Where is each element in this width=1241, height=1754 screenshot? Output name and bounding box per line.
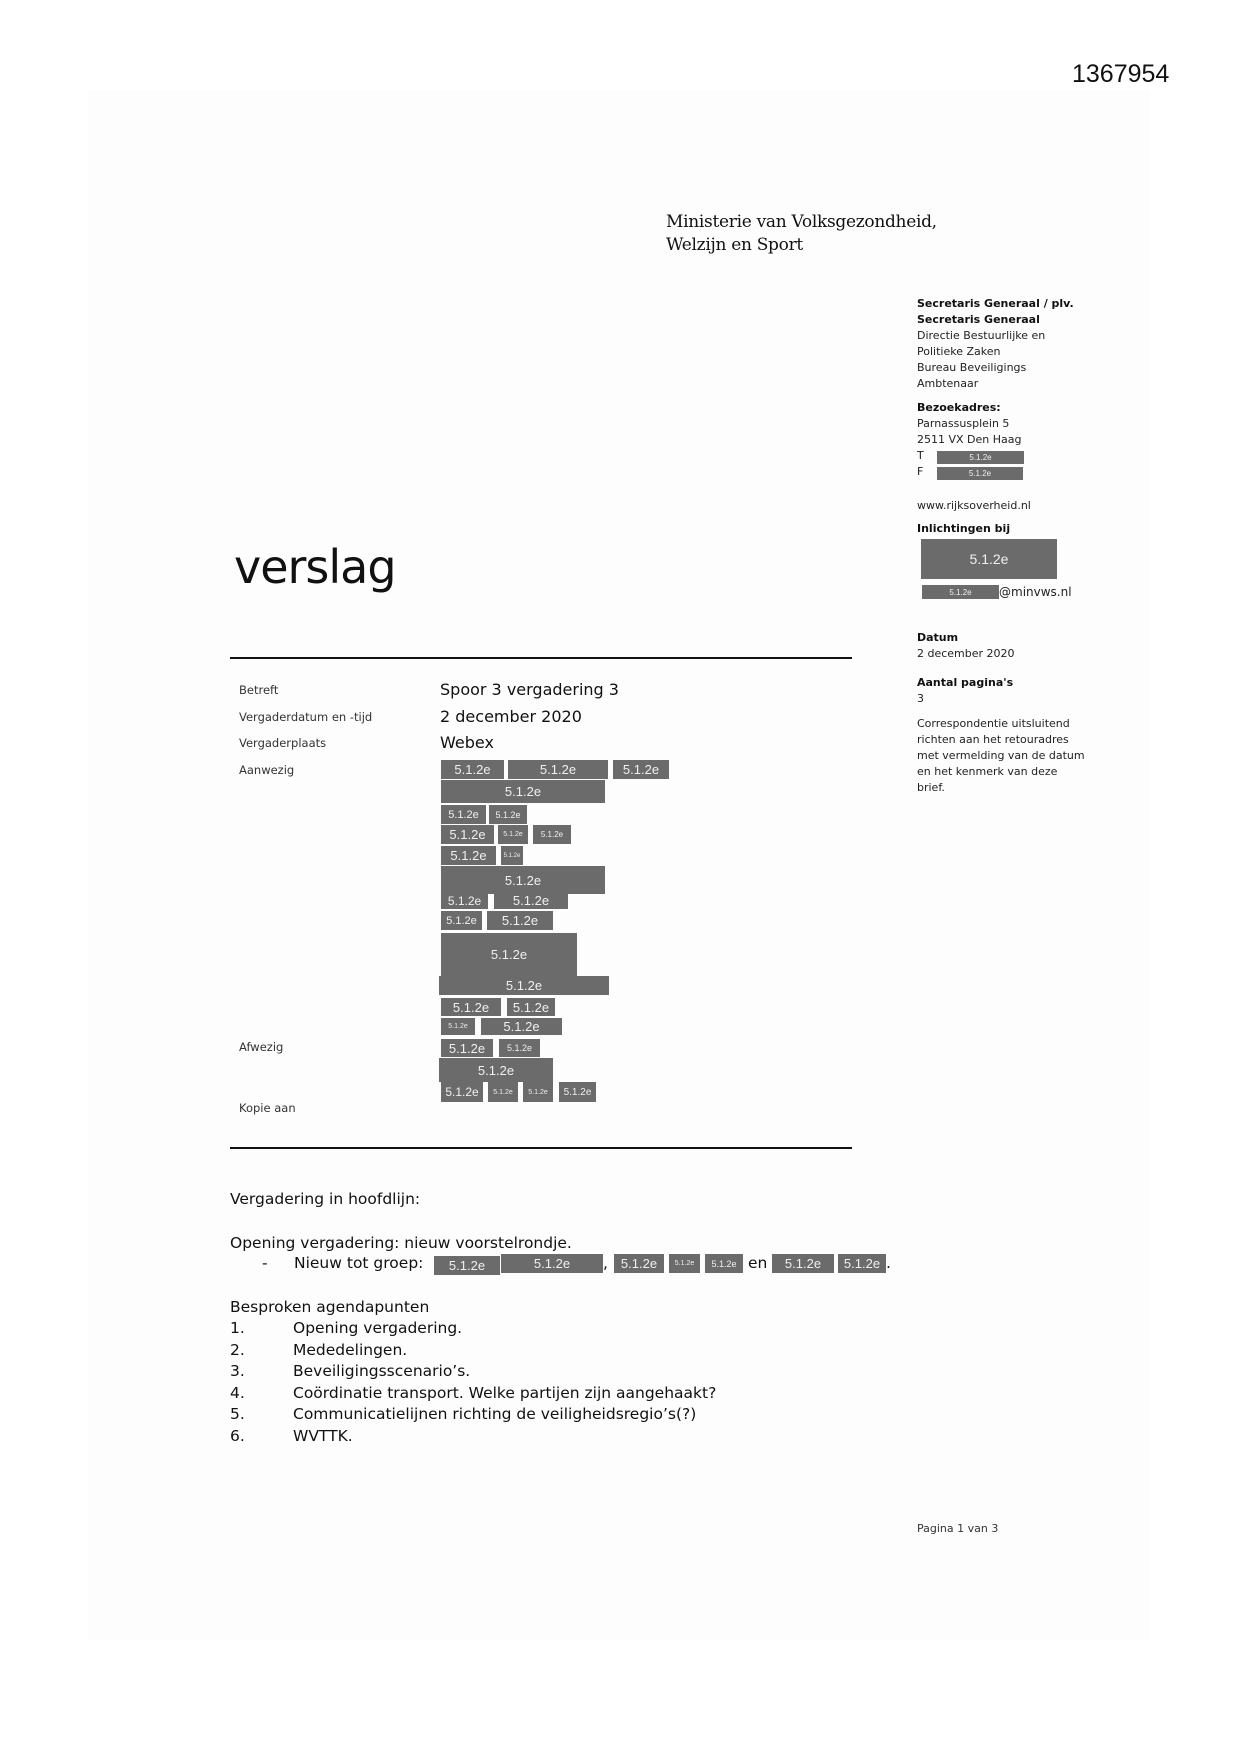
- redacted-email-user: 5.1.2e: [922, 585, 999, 599]
- place-label: Vergaderplaats: [239, 736, 327, 750]
- department-line-4: Politieke Zaken: [917, 345, 1001, 358]
- sidebar-pages: [917, 675, 1013, 707]
- agenda-item-number: 4.: [230, 1384, 245, 1402]
- email-domain: @minvws.nl: [999, 585, 1072, 599]
- department-line-5: Bureau Beveiligings: [917, 361, 1027, 374]
- redacted-new-member: 5.1.2e: [705, 1254, 743, 1273]
- redaction: 5.1.2e: [441, 892, 488, 909]
- redaction: 5.1.2e: [559, 1082, 596, 1102]
- agenda-item-number: 1.: [230, 1319, 245, 1337]
- agenda-heading: Besproken agendapunten: [230, 1298, 430, 1316]
- redaction: 5.1.2e: [494, 892, 568, 909]
- redaction: 5.1.2e: [441, 846, 496, 865]
- redacted-fax: 5.1.2e: [937, 467, 1023, 480]
- redaction: 5.1.2e: [439, 976, 609, 995]
- redaction: 5.1.2e: [498, 825, 528, 844]
- redaction: 5.1.2e: [441, 998, 501, 1016]
- datetime-value: 2 december 2020: [440, 707, 582, 726]
- pages-heading: Aantal pagina's: [917, 676, 1014, 689]
- agenda-item-text: Mededelingen.: [293, 1341, 408, 1359]
- redaction: 5.1.2e: [441, 866, 605, 894]
- redacted-new-member: 5.1.2e: [434, 1256, 500, 1275]
- redaction: 5.1.2e: [508, 760, 608, 779]
- redaction: 5.1.2e: [488, 1082, 518, 1102]
- redacted-new-member: 5.1.2e: [614, 1254, 664, 1273]
- department-line-6: Ambtenaar: [917, 377, 979, 390]
- notice-line-1: Correspondentie uitsluitend: [917, 717, 1070, 730]
- redaction: 5.1.2e: [481, 1018, 562, 1035]
- bullet-dash: -: [262, 1254, 268, 1272]
- redaction: 5.1.2e: [441, 805, 486, 824]
- visit-address-heading: Bezoekadres:: [917, 401, 1001, 414]
- agenda-item-text: WVTTK.: [293, 1427, 353, 1445]
- redaction: 5.1.2e: [441, 760, 504, 779]
- visit-address-city: 2511 VX Den Haag: [917, 433, 1022, 446]
- info-heading: Inlichtingen bij: [917, 522, 1011, 535]
- agenda-item-text: Opening vergadering.: [293, 1319, 463, 1337]
- notice-line-2: richten aan het retouradres: [917, 733, 1069, 746]
- redacted-new-member: 5.1.2e: [772, 1254, 834, 1273]
- redaction: 5.1.2e: [507, 998, 555, 1016]
- redaction: 5.1.2e: [613, 760, 669, 779]
- sidebar-date: [917, 630, 1015, 662]
- redacted-phone: 5.1.2e: [937, 451, 1024, 464]
- redaction: 5.1.2e: [489, 805, 527, 824]
- page-indicator: Pagina 1 van 3: [917, 1522, 999, 1535]
- bottom-divider: [230, 1147, 852, 1149]
- agenda-item-number: 2.: [230, 1341, 245, 1359]
- department-line-1: Secretaris Generaal / plv.: [917, 297, 1074, 310]
- period: .: [886, 1254, 891, 1272]
- redaction: 5.1.2e: [441, 911, 482, 930]
- pages-value: 3: [917, 692, 924, 705]
- agenda-item-number: 3.: [230, 1362, 245, 1380]
- redaction: 5.1.2e: [523, 1082, 553, 1102]
- correspondence-notice: [917, 716, 1085, 796]
- redacted-new-member: 5.1.2e: [501, 1254, 603, 1273]
- place-value: Webex: [440, 733, 494, 752]
- and-word: en: [748, 1254, 768, 1272]
- redaction: 5.1.2e: [441, 825, 494, 844]
- redaction: 5.1.2e: [439, 1058, 553, 1082]
- department-line-2: Secretaris Generaal: [917, 313, 1040, 326]
- redacted-contact-name: 5.1.2e: [921, 539, 1057, 579]
- document-number: 1367954: [1072, 60, 1170, 88]
- date-heading: Datum: [917, 631, 959, 644]
- comma: ,: [603, 1254, 608, 1272]
- redaction: 5.1.2e: [501, 846, 523, 865]
- agenda-item-text: Beveiligingsscenario’s.: [293, 1362, 471, 1380]
- ministry-line-1: Ministerie van Volksgezondheid,: [666, 212, 937, 232]
- department-line-3: Directie Bestuurlijke en: [917, 329, 1046, 342]
- notice-line-4: en het kenmerk van deze: [917, 765, 1058, 778]
- redaction: 5.1.2e: [441, 1039, 493, 1057]
- agenda-item-text: Coördinatie transport. Welke partijen zijn aangehaakt?: [293, 1384, 717, 1402]
- present-label: Aanwezig: [239, 763, 295, 777]
- redacted-new-member: 5.1.2e: [669, 1254, 700, 1273]
- document-title: verslag: [234, 540, 396, 594]
- fax-label: F: [917, 465, 924, 478]
- date-value: 2 december 2020: [917, 647, 1015, 660]
- datetime-label: Vergaderdatum en -tijd: [239, 710, 373, 724]
- redaction: 5.1.2e: [441, 1018, 475, 1035]
- redacted-new-member: 5.1.2e: [838, 1254, 886, 1273]
- summary-heading: Vergadering in hoofdlijn:: [230, 1190, 421, 1208]
- redaction: 5.1.2e: [441, 780, 605, 803]
- absent-label: Afwezig: [239, 1040, 284, 1054]
- opening-line: Opening vergadering: nieuw voorstelrondje.: [230, 1234, 572, 1252]
- notice-line-3: met vermelding van de datum: [917, 749, 1085, 762]
- ministry-line-2: Welzijn en Sport: [666, 235, 803, 255]
- subject-value: Spoor 3 vergadering 3: [440, 680, 619, 699]
- redaction: 5.1.2e: [441, 933, 577, 976]
- agenda-item-text: Communicatielijnen richting de veiligheidsregio’s(?): [293, 1405, 697, 1423]
- agenda-item-number: 5.: [230, 1405, 245, 1423]
- redaction: 5.1.2e: [441, 1082, 483, 1102]
- redaction: 5.1.2e: [499, 1039, 540, 1057]
- new-group-label: Nieuw tot groep:: [294, 1254, 424, 1272]
- visit-address-street: Parnassusplein 5: [917, 417, 1010, 430]
- subject-label: Betreft: [239, 683, 279, 697]
- ministry-logo-text: [666, 211, 937, 257]
- phone-label: T: [917, 449, 924, 462]
- redaction: 5.1.2e: [533, 825, 571, 844]
- sidebar-department: [917, 296, 1074, 392]
- redaction: 5.1.2e: [487, 911, 553, 930]
- agenda-item-number: 6.: [230, 1427, 245, 1445]
- website-link[interactable]: www.rijksoverheid.nl: [917, 499, 1031, 512]
- copy-label: Kopie aan: [239, 1101, 296, 1115]
- top-divider: [230, 657, 852, 659]
- notice-line-5: brief.: [917, 781, 945, 794]
